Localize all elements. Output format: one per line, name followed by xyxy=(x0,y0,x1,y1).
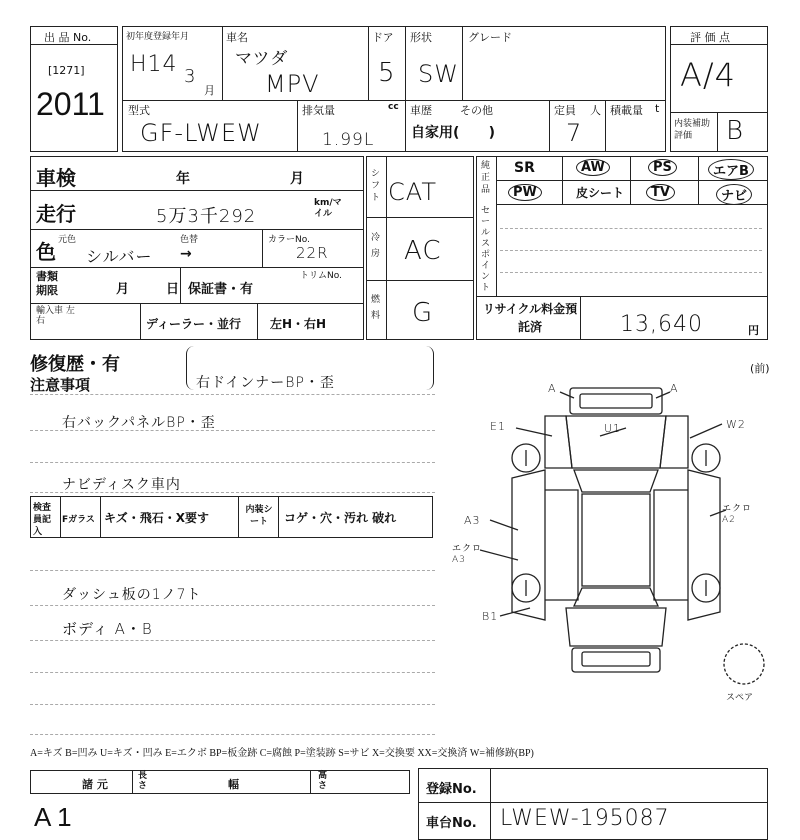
lot-sub: [1271] xyxy=(48,64,85,77)
orig-color-label: 元色 xyxy=(58,235,77,245)
shape-value: SW xyxy=(418,60,459,88)
displacement-value: 1.99L xyxy=(322,130,375,150)
repair-line-1: 右バックパネルBP・歪 xyxy=(62,415,216,431)
equip-navi: ナビ xyxy=(716,184,752,205)
lot-number: 2011 xyxy=(36,86,105,122)
shift-label: シフト xyxy=(371,169,381,203)
mark-e1: E1 xyxy=(490,420,506,433)
other-label: その他 xyxy=(460,104,493,117)
first-reg-year: H14 xyxy=(130,52,178,77)
trim-label: トリムNo. xyxy=(300,271,342,281)
ac-value: AC xyxy=(404,236,442,266)
import-label: 輸入車 左右 xyxy=(36,306,75,326)
corner-code: A 1 xyxy=(34,802,72,832)
interior-grade: B xyxy=(726,116,745,146)
specs-label: 諸 元 xyxy=(82,778,108,791)
equip-aw: AW xyxy=(576,159,610,176)
warranty-label: 保証書・有 xyxy=(188,282,254,297)
mark-a3-left: A3 xyxy=(464,514,481,527)
docs-month: 月 xyxy=(116,282,130,297)
equip-leather: 皮シート xyxy=(576,186,625,200)
fuel-label: 燃料 xyxy=(371,295,381,321)
model-code-label: 型式 xyxy=(128,104,150,117)
rating-value: A/4 xyxy=(680,56,737,94)
interior-seat-text: コゲ・穴・汚れ 破れ xyxy=(284,511,397,525)
car-name-label: 車名 xyxy=(226,31,248,44)
rating-label: 評 価 点 xyxy=(690,31,730,44)
mileage-label: 走行 xyxy=(36,202,76,226)
chassis-label: 車台No. xyxy=(426,816,477,831)
capacity-label: 定員 xyxy=(554,104,576,117)
equip-sr: SR xyxy=(514,160,535,176)
model-code: GF-LWEW xyxy=(140,119,262,147)
equip-airbag: エアB xyxy=(708,159,754,180)
equip-pw: PW xyxy=(508,184,542,201)
displacement-unit: cc xyxy=(388,102,399,112)
shape-label: 形状 xyxy=(410,31,432,44)
repair-line-6: ボディ A・B xyxy=(62,620,153,638)
repair-title: 修復歴・有 xyxy=(30,354,120,375)
docs-day: 日 xyxy=(166,282,180,297)
steering-value: 左H・右H xyxy=(270,317,327,331)
capacity-unit: 人 xyxy=(590,104,601,117)
car-model: MPV xyxy=(265,70,320,98)
load-unit: t xyxy=(655,102,660,115)
glass-label: Fガラス xyxy=(62,515,95,525)
first-reg-label: 初年度登録年月 xyxy=(126,32,190,42)
glass-text: キズ・飛石・X要す xyxy=(104,511,210,525)
color-label: 色 xyxy=(36,240,56,264)
mileage-value: 5万3千292 xyxy=(156,206,257,227)
month-label: 月 xyxy=(290,171,304,187)
notes-label: 注意事項 xyxy=(30,376,91,394)
length-label: 長さ xyxy=(138,771,148,791)
interior-label: 内装補助評価 xyxy=(674,119,711,141)
mark-b1: B1 xyxy=(482,610,499,623)
mark-a3-door: エクロ A3 xyxy=(452,544,483,565)
sales-point-label: セールスポイント xyxy=(481,206,491,293)
color-no-value: 22R xyxy=(296,244,329,262)
first-reg-month: 3 xyxy=(184,66,197,87)
lot-label: 出 品 No. xyxy=(44,31,92,44)
interior-seat-label: 内装シート xyxy=(245,505,273,527)
front-label: (前) xyxy=(750,362,770,375)
reg-no-label: 登録No. xyxy=(426,782,477,797)
note-box-text: 右ドインナーBP・歪 xyxy=(196,375,335,391)
recycle-label: リサイクル料金預託済 xyxy=(482,302,578,334)
mark-a-front-right: A xyxy=(670,382,679,395)
color-no-label: カラーNo. xyxy=(268,235,310,245)
docs-label: 書類期限 xyxy=(36,270,58,297)
spare-label: スペア xyxy=(726,693,754,703)
repair-line-5: ダッシュ板の1ノ7ト xyxy=(62,587,202,603)
height-label: 高さ xyxy=(318,771,328,791)
grade-label: グレード xyxy=(468,31,512,44)
mark-a2-right: エクロ A2 xyxy=(722,504,753,525)
repair-line-3: ナビディスク車内 xyxy=(62,477,181,493)
equipment-title: 純正品 xyxy=(481,161,491,195)
mileage-unit: km/マイル xyxy=(314,198,342,219)
equip-tv: TV xyxy=(646,184,675,201)
width-label: 幅 xyxy=(228,778,239,791)
recycle-unit: 円 xyxy=(748,324,759,337)
fuel-value: G xyxy=(412,298,434,328)
color-change-label: 色替 xyxy=(180,235,199,245)
import-value: ディーラー・並行 xyxy=(146,317,242,331)
recycle-amount: 13,640 xyxy=(620,312,703,337)
doors-label: ドア xyxy=(372,31,394,44)
month-unit: 月 xyxy=(204,84,215,97)
shift-value: CAT xyxy=(388,178,437,206)
shaken-label: 車検 xyxy=(36,166,76,190)
year-label: 年 xyxy=(176,171,190,187)
doors-value: 5 xyxy=(378,58,396,88)
mark-a-front-left: A xyxy=(548,382,557,395)
car-maker: マツダ xyxy=(235,49,289,69)
mark-u1: U1 xyxy=(604,422,622,435)
history-value: 自家用( ) xyxy=(411,125,496,141)
chassis-number: LWEW-195087 xyxy=(500,806,670,831)
displacement-label: 排気量 xyxy=(302,104,335,117)
legend: A=キズ B=凹み U=キズ・凹み E=エクボ BP=板金跡 C=腐蝕 P=塗装跡 S=サビ X=交換要 XX=交換済 W=補修跡(BP) xyxy=(30,748,534,759)
equip-ps: PS xyxy=(648,159,677,176)
color-value: シルバー xyxy=(86,247,153,266)
ac-label: 冷房 xyxy=(371,233,381,259)
history-label: 車歴 xyxy=(410,104,432,117)
mark-w2: W2 xyxy=(726,418,746,431)
capacity-value: 7 xyxy=(566,119,583,147)
color-change-arrow: → xyxy=(180,246,192,262)
load-label: 積載量 xyxy=(610,104,643,117)
inspector-label: 検査員記入 xyxy=(33,503,52,537)
